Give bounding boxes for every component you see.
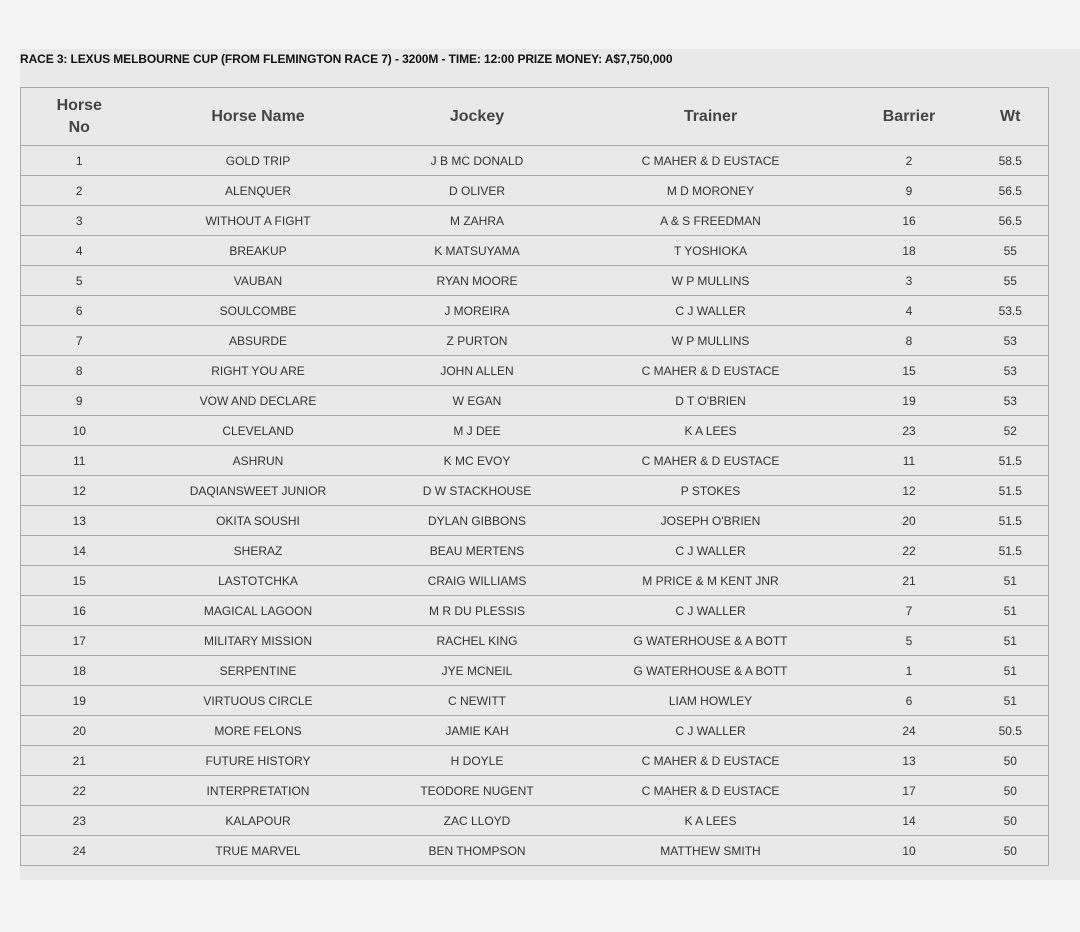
- cell-horse-name: KALAPOUR: [138, 806, 379, 836]
- cell-horse-name: ASHRUN: [138, 446, 379, 476]
- table-row: [21, 536, 1049, 566]
- cell-trainer: W P MULLINS: [576, 326, 846, 356]
- cell-weight: 53: [973, 356, 1049, 386]
- cell-barrier: 4: [846, 296, 973, 326]
- cell-horse-name: LASTOTCHKA: [138, 566, 379, 596]
- header-trainer: Trainer: [576, 88, 846, 146]
- cell-weight: 50: [973, 806, 1049, 836]
- cell-weight: 51.5: [973, 446, 1049, 476]
- cell-trainer: JOSEPH O'BRIEN: [576, 506, 846, 536]
- cell-weight: 55: [973, 236, 1049, 266]
- table-body: [21, 146, 1049, 866]
- table-row: [21, 506, 1049, 536]
- cell-jockey: W EGAN: [379, 386, 576, 416]
- cell-trainer: MATTHEW SMITH: [576, 836, 846, 866]
- cell-jockey: BEN THOMPSON: [379, 836, 576, 866]
- header-barrier: Barrier: [846, 88, 973, 146]
- cell-trainer: M D MORONEY: [576, 176, 846, 206]
- cell-jockey: C NEWITT: [379, 686, 576, 716]
- cell-horse-name: DAQIANSWEET JUNIOR: [138, 476, 379, 506]
- cell-jockey: K MC EVOY: [379, 446, 576, 476]
- cell-jockey: BEAU MERTENS: [379, 536, 576, 566]
- cell-horse-no: 23: [21, 806, 138, 836]
- cell-weight: 53: [973, 386, 1049, 416]
- cell-jockey: TEODORE NUGENT: [379, 776, 576, 806]
- cell-weight: 51: [973, 656, 1049, 686]
- cell-horse-no: 21: [21, 746, 138, 776]
- cell-barrier: 3: [846, 266, 973, 296]
- cell-trainer: C MAHER & D EUSTACE: [576, 446, 846, 476]
- cell-barrier: 17: [846, 776, 973, 806]
- cell-barrier: 14: [846, 806, 973, 836]
- cell-horse-name: CLEVELAND: [138, 416, 379, 446]
- cell-horse-name: VIRTUOUS CIRCLE: [138, 686, 379, 716]
- cell-jockey: H DOYLE: [379, 746, 576, 776]
- race-field-table: [20, 87, 1049, 866]
- header-horse-name: Horse Name: [138, 88, 379, 146]
- cell-weight: 51.5: [973, 476, 1049, 506]
- table-row: [21, 656, 1049, 686]
- cell-horse-name: ALENQUER: [138, 176, 379, 206]
- cell-trainer: W P MULLINS: [576, 266, 846, 296]
- cell-horse-name: ABSURDE: [138, 326, 379, 356]
- cell-weight: 50: [973, 746, 1049, 776]
- cell-trainer: C J WALLER: [576, 296, 846, 326]
- cell-barrier: 7: [846, 596, 973, 626]
- cell-horse-no: 5: [21, 266, 138, 296]
- cell-horse-no: 22: [21, 776, 138, 806]
- header-horse-no: Horse No: [21, 88, 138, 146]
- cell-weight: 50: [973, 836, 1049, 866]
- cell-horse-name: VAUBAN: [138, 266, 379, 296]
- cell-trainer: D T O'BRIEN: [576, 386, 846, 416]
- cell-weight: 51: [973, 686, 1049, 716]
- cell-barrier: 23: [846, 416, 973, 446]
- cell-barrier: 22: [846, 536, 973, 566]
- table-row: [21, 296, 1049, 326]
- race-title: RACE 3: LEXUS MELBOURNE CUP (FROM FLEMINGTON RACE 7) - 3200M - TIME: 12:00 PRIZE MONEY: A$7,750,000: [20, 52, 673, 66]
- cell-trainer: C MAHER & D EUSTACE: [576, 356, 846, 386]
- cell-horse-name: BREAKUP: [138, 236, 379, 266]
- cell-jockey: K MATSUYAMA: [379, 236, 576, 266]
- cell-horse-no: 3: [21, 206, 138, 236]
- cell-jockey: D OLIVER: [379, 176, 576, 206]
- cell-trainer: C J WALLER: [576, 536, 846, 566]
- cell-trainer: C MAHER & D EUSTACE: [576, 746, 846, 776]
- table-row: [21, 146, 1049, 176]
- cell-horse-no: 24: [21, 836, 138, 866]
- cell-trainer: P STOKES: [576, 476, 846, 506]
- cell-horse-name: GOLD TRIP: [138, 146, 379, 176]
- cell-trainer: G WATERHOUSE & A BOTT: [576, 656, 846, 686]
- cell-jockey: J MOREIRA: [379, 296, 576, 326]
- cell-weight: 55: [973, 266, 1049, 296]
- cell-horse-name: SHERAZ: [138, 536, 379, 566]
- cell-weight: 50: [973, 776, 1049, 806]
- cell-barrier: 2: [846, 146, 973, 176]
- cell-weight: 56.5: [973, 206, 1049, 236]
- cell-jockey: D W STACKHOUSE: [379, 476, 576, 506]
- table-row: [21, 836, 1049, 866]
- cell-horse-name: WITHOUT A FIGHT: [138, 206, 379, 236]
- cell-barrier: 21: [846, 566, 973, 596]
- cell-horse-no: 19: [21, 686, 138, 716]
- cell-weight: 51: [973, 566, 1049, 596]
- table-row: [21, 806, 1049, 836]
- cell-jockey: RACHEL KING: [379, 626, 576, 656]
- cell-horse-no: 11: [21, 446, 138, 476]
- cell-trainer: C J WALLER: [576, 596, 846, 626]
- table-header-row: [21, 88, 1049, 146]
- cell-jockey: JOHN ALLEN: [379, 356, 576, 386]
- cell-barrier: 5: [846, 626, 973, 656]
- cell-jockey: M J DEE: [379, 416, 576, 446]
- cell-horse-no: 10: [21, 416, 138, 446]
- cell-barrier: 13: [846, 746, 973, 776]
- cell-horse-no: 14: [21, 536, 138, 566]
- cell-horse-name: TRUE MARVEL: [138, 836, 379, 866]
- cell-jockey: CRAIG WILLIAMS: [379, 566, 576, 596]
- cell-trainer: C MAHER & D EUSTACE: [576, 776, 846, 806]
- cell-horse-no: 18: [21, 656, 138, 686]
- cell-trainer: LIAM HOWLEY: [576, 686, 846, 716]
- cell-trainer: K A LEES: [576, 806, 846, 836]
- cell-trainer: M PRICE & M KENT JNR: [576, 566, 846, 596]
- cell-weight: 51.5: [973, 536, 1049, 566]
- cell-horse-no: 13: [21, 506, 138, 536]
- cell-horse-no: 1: [21, 146, 138, 176]
- table-row: [21, 716, 1049, 746]
- cell-horse-name: SOULCOMBE: [138, 296, 379, 326]
- cell-horse-name: MILITARY MISSION: [138, 626, 379, 656]
- cell-horse-no: 8: [21, 356, 138, 386]
- cell-barrier: 24: [846, 716, 973, 746]
- header-jockey: Jockey: [379, 88, 576, 146]
- cell-horse-name: SERPENTINE: [138, 656, 379, 686]
- cell-horse-name: VOW AND DECLARE: [138, 386, 379, 416]
- table-row: [21, 266, 1049, 296]
- cell-jockey: JAMIE KAH: [379, 716, 576, 746]
- cell-horse-no: 15: [21, 566, 138, 596]
- cell-barrier: 18: [846, 236, 973, 266]
- cell-barrier: 12: [846, 476, 973, 506]
- table-row: [21, 776, 1049, 806]
- table-row: [21, 356, 1049, 386]
- cell-weight: 51: [973, 626, 1049, 656]
- table-row: [21, 176, 1049, 206]
- cell-weight: 53: [973, 326, 1049, 356]
- cell-weight: 50.5: [973, 716, 1049, 746]
- cell-trainer: T YOSHIOKA: [576, 236, 846, 266]
- cell-jockey: Z PURTON: [379, 326, 576, 356]
- cell-horse-name: FUTURE HISTORY: [138, 746, 379, 776]
- cell-trainer: K A LEES: [576, 416, 846, 446]
- table-row: [21, 476, 1049, 506]
- cell-weight: 58.5: [973, 146, 1049, 176]
- table-row: [21, 566, 1049, 596]
- cell-trainer: C J WALLER: [576, 716, 846, 746]
- cell-jockey: J B MC DONALD: [379, 146, 576, 176]
- table-row: [21, 386, 1049, 416]
- cell-weight: 51: [973, 596, 1049, 626]
- table-row: [21, 326, 1049, 356]
- cell-jockey: M R DU PLESSIS: [379, 596, 576, 626]
- header-weight: Wt: [973, 88, 1049, 146]
- table-row: [21, 446, 1049, 476]
- table-row: [21, 626, 1049, 656]
- table-row: [21, 686, 1049, 716]
- cell-horse-name: INTERPRETATION: [138, 776, 379, 806]
- cell-horse-no: 20: [21, 716, 138, 746]
- cell-horse-no: 12: [21, 476, 138, 506]
- cell-trainer: A & S FREEDMAN: [576, 206, 846, 236]
- table-row: [21, 236, 1049, 266]
- cell-horse-no: 9: [21, 386, 138, 416]
- cell-horse-name: OKITA SOUSHI: [138, 506, 379, 536]
- table-row: [21, 596, 1049, 626]
- cell-trainer: G WATERHOUSE & A BOTT: [576, 626, 846, 656]
- cell-barrier: 1: [846, 656, 973, 686]
- cell-jockey: JYE MCNEIL: [379, 656, 576, 686]
- cell-barrier: 9: [846, 176, 973, 206]
- cell-barrier: 8: [846, 326, 973, 356]
- cell-horse-name: MAGICAL LAGOON: [138, 596, 379, 626]
- cell-barrier: 10: [846, 836, 973, 866]
- table-row: [21, 416, 1049, 446]
- cell-horse-no: 7: [21, 326, 138, 356]
- cell-weight: 53.5: [973, 296, 1049, 326]
- cell-barrier: 15: [846, 356, 973, 386]
- cell-jockey: DYLAN GIBBONS: [379, 506, 576, 536]
- cell-jockey: RYAN MOORE: [379, 266, 576, 296]
- cell-barrier: 20: [846, 506, 973, 536]
- cell-weight: 52: [973, 416, 1049, 446]
- cell-horse-no: 2: [21, 176, 138, 206]
- cell-barrier: 16: [846, 206, 973, 236]
- cell-horse-name: RIGHT YOU ARE: [138, 356, 379, 386]
- table-row: [21, 206, 1049, 236]
- cell-weight: 56.5: [973, 176, 1049, 206]
- cell-weight: 51.5: [973, 506, 1049, 536]
- cell-jockey: ZAC LLOYD: [379, 806, 576, 836]
- cell-horse-name: MORE FELONS: [138, 716, 379, 746]
- cell-horse-no: 17: [21, 626, 138, 656]
- table-row: [21, 746, 1049, 776]
- cell-barrier: 6: [846, 686, 973, 716]
- cell-barrier: 11: [846, 446, 973, 476]
- cell-horse-no: 16: [21, 596, 138, 626]
- cell-jockey: M ZAHRA: [379, 206, 576, 236]
- cell-barrier: 19: [846, 386, 973, 416]
- cell-horse-no: 4: [21, 236, 138, 266]
- cell-trainer: C MAHER & D EUSTACE: [576, 146, 846, 176]
- cell-horse-no: 6: [21, 296, 138, 326]
